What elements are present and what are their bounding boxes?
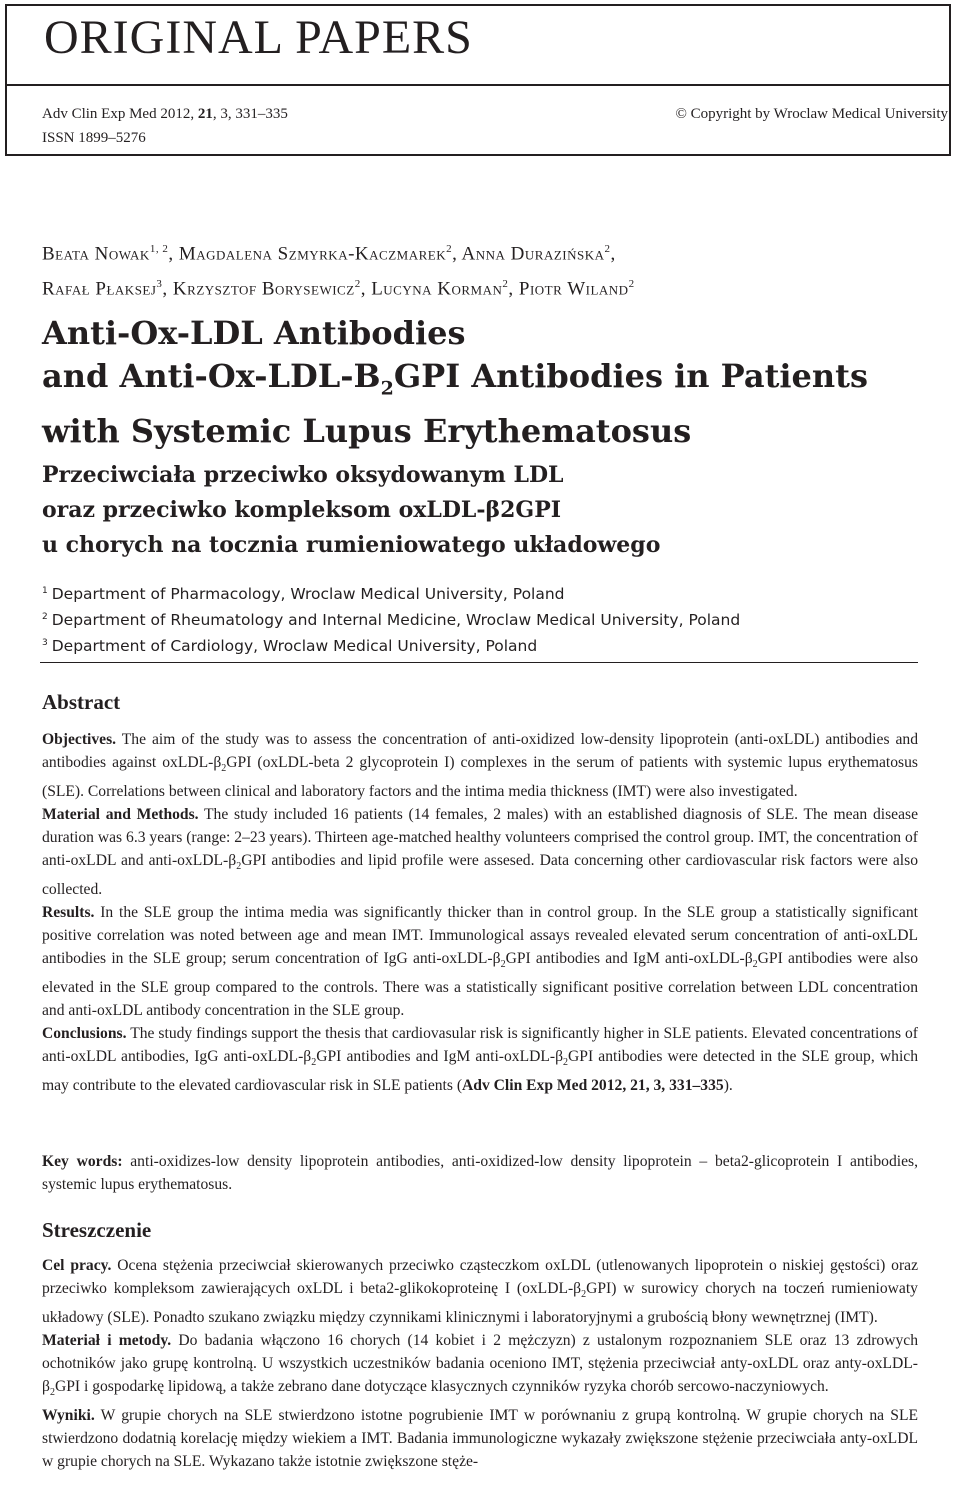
results-text-2: GPI antibodies and IgM anti-oxLDL-β bbox=[505, 950, 753, 968]
journal-issn: ISSN 1899–5276 bbox=[42, 130, 146, 146]
title-line-1: Anti-Ox-LDL Antibodies bbox=[42, 314, 466, 352]
author-list bbox=[42, 234, 635, 305]
conclusions-text-3: GPI antibodies were detected in the SLE group, which may contribute to the elevated cardiovascular risk in SLE patients ( bbox=[42, 1048, 918, 1095]
objectives-text: The aim of the study was to assess the concentration of anti-oxidized low-density lipoprotein (anti-oxLDL) antibodies and antibodies against oxLDL-β bbox=[42, 731, 918, 771]
keywords-text: anti-oxidizes-low density lipoprotein antibodies, anti-oxidized-low density lipoprotein – beta2-glicoprotein I antibodies, systemic lupus erythematosus. bbox=[42, 1153, 918, 1193]
affiliation-number: 1 bbox=[42, 586, 48, 596]
journal-citation bbox=[42, 106, 288, 123]
cel-text-2: GPI) w surowicy chorych na toczeń rumieniowaty układowy (SLE). Ponadto szukano związku między czynnikami klinicznymi i laboratoryjnymi a grubością błony wewnętrznej (IMT). bbox=[42, 1280, 918, 1327]
wyniki-text: W grupie chorych na SLE stwierdzono istotne pogrubienie IMT w porównaniu z grupą kontrolną. W grupie chorych na SLE stwierdzono dodatnią korelację między wiekiem a IMT. Badania immunologiczne wykazały zwiększone stężenie przeciwciała anty-oxLDL w grupie chorych na SLE. Wykazano także istotnie zwiększone stęże- bbox=[42, 1407, 918, 1471]
conclusions-citation: Adv Clin Exp Med 2012, 21, 3, 331–335 bbox=[462, 1077, 724, 1095]
subtitle-line-2: oraz przeciwko kompleksom oxLDL-β2GPI bbox=[42, 497, 562, 523]
streszczenie-wyniki bbox=[42, 1404, 918, 1473]
metody-text: Do badania włączono 16 chorych (14 kobiet i 2 mężczyzn) z ustalonym rozpoznaniem SLE oraz 13 zdrowych ochotników jako grupę kontrolną. U wszystkich uczestników badania oceniono IMT, stężenia przeciwciał anty-oxLDL oraz anty-oxLDL-β bbox=[42, 1332, 918, 1396]
cel-label: Cel pracy. bbox=[42, 1257, 112, 1274]
author-name: Krzysztof Borysewicz bbox=[172, 278, 355, 300]
subscript: 2 bbox=[49, 1387, 55, 1399]
affiliations bbox=[42, 580, 740, 658]
author-sep: , bbox=[508, 278, 519, 300]
methods-label: Material and Methods. bbox=[42, 806, 199, 824]
wyniki-label: Wyniki. bbox=[42, 1407, 95, 1425]
title-part: GPI Antibodies in Patients bbox=[393, 357, 868, 395]
affiliation-number: 3 bbox=[42, 638, 48, 649]
subscript: 2 bbox=[221, 763, 227, 775]
streszczenie-cel bbox=[42, 1254, 918, 1329]
objectives-text-2: GPI (oxLDL-beta 2 glycoprotein I) complexes in the serum of patients with systemic lupus erythematosus (SLE). Correlations between clinical and laboratory factors and the intima media thickness (IMT) were also investigated. bbox=[42, 754, 918, 801]
abstract-objectives bbox=[42, 728, 918, 803]
results-text: In the SLE group the intima media was significantly thicker than in control group. In the SLE group a statistically significant positive correlation was noted between age and mean IMT. Immunological assays revealed elevated serum concentration of anti-oxLDL antibodies in the SLE group; serum concentration of IgG anti-oxLDL-β bbox=[42, 904, 918, 968]
title-part: and Anti-Ox-LDL-B bbox=[42, 357, 381, 395]
title-line-3: with Systemic Lupus Erythematosus bbox=[42, 412, 692, 451]
subscript: 2 bbox=[311, 1057, 317, 1069]
methods-text: The study included 16 patients (14 females, 2 males) with an established diagnosis of SLE. The mean disease duration was 6.3 years (range: 2–23 years). Thirteen age-matched healthy volunteers comprised the control group. IMT, the concentration of anti-oxLDL and anti-oxLDL-β bbox=[42, 806, 918, 870]
author-affil: 2 bbox=[502, 278, 509, 291]
author-affil: 1, 2 bbox=[149, 243, 169, 255]
copyright-notice: © Copyright by Wroclaw Medical University bbox=[675, 106, 948, 122]
citation-suffix: , 3, 331–335 bbox=[212, 106, 288, 122]
abstract-heading: Abstract bbox=[42, 690, 121, 714]
subtitle-line-1: Przeciwciała przeciwko oksydowanym LDL bbox=[42, 462, 564, 488]
subscript: 2 bbox=[236, 861, 242, 873]
author-affil: 2 bbox=[446, 243, 453, 255]
author-name: Piotr Wiland bbox=[518, 278, 629, 300]
conclusions-end: ). bbox=[723, 1077, 733, 1095]
streszczenie-heading: Streszczenie bbox=[42, 1218, 152, 1242]
affiliation-item bbox=[42, 632, 740, 658]
article-title bbox=[42, 312, 922, 453]
keywords bbox=[42, 1150, 918, 1196]
conclusions-label: Conclusions. bbox=[42, 1025, 127, 1043]
subscript: 2 bbox=[500, 959, 506, 971]
streszczenie-body bbox=[42, 1254, 918, 1473]
streszczenie-metody bbox=[42, 1329, 918, 1404]
metody-text-2: GPI i gospodarkę lipidową, a także zebrano dane dotyczące klasycznych czynników ryzyka chorób sercowo-naczyniowych. bbox=[54, 1378, 829, 1396]
methods-text-2: GPI antibodies and lipid profile were assesed. Data concerning other cardiovascular risk factors were also collected. bbox=[42, 852, 918, 899]
author-sep: , bbox=[452, 243, 462, 265]
author-sep: , bbox=[360, 278, 372, 300]
subscript: 2 bbox=[581, 1289, 587, 1301]
affiliation-item bbox=[42, 580, 740, 606]
author-name: Rafał Płaksej bbox=[42, 278, 157, 300]
title-line-2 bbox=[42, 355, 922, 410]
affiliation-text: Department of Rheumatology and Internal Medicine, Wroclaw Medical University, Poland bbox=[51, 611, 741, 630]
affiliation-text: Department of Cardiology, Wroclaw Medical University, Poland bbox=[51, 637, 538, 656]
affiliation-number: 2 bbox=[42, 612, 48, 623]
banner-title: ORIGINAL PAPERS bbox=[44, 11, 473, 64]
author-line-2 bbox=[42, 269, 635, 304]
author-affil: 3 bbox=[156, 278, 163, 291]
cel-text: Ocena stężenia przeciwciał skierowanych przeciwko cząsteczkom oxLDL (utlenowanych lipoprotein o niskiej gęstości) oraz przeciwko kompleksom zawierających oxLDL i beta2-glikokoproteinę I (oxLDL-β bbox=[42, 1257, 919, 1297]
author-sep: , bbox=[162, 278, 173, 300]
author-name: Beata Nowak bbox=[42, 243, 150, 265]
objectives-label: Objectives. bbox=[42, 731, 117, 748]
conclusions-text-2: GPI antibodies and IgM anti-oxLDL-β bbox=[316, 1048, 564, 1066]
results-text-3: GPI antibodies were also elevated in the SLE group compared to the controls. There was a statistically significant positive correlation between LDL concentration and anti-oxLDL antibody concentration in the SLE group. bbox=[42, 950, 918, 1020]
affiliation-text: Department of Pharmacology, Wroclaw Medical University, Poland bbox=[51, 585, 565, 604]
author-name: Anna Durazińska bbox=[461, 243, 605, 265]
metody-label: Materiał i metody. bbox=[42, 1332, 172, 1350]
conclusions-text: The study findings support the thesis that cardiovasular risk is significantly higher in SLE patients. Elevated concentrations of anti-oxLDL antibodies, IgG anti-oxLDL-β bbox=[42, 1025, 918, 1066]
subtitle-line-3: u chorych na tocznia rumieniowatego układowego bbox=[42, 532, 661, 558]
author-line-1 bbox=[42, 234, 635, 269]
abstract-results bbox=[42, 901, 918, 1022]
author-name: Magdalena Szmyrka-Kaczmarek bbox=[178, 243, 447, 265]
title-subscript: 2 bbox=[380, 377, 394, 400]
divider-rule bbox=[40, 662, 918, 663]
results-label: Results. bbox=[42, 904, 95, 922]
subscript: 2 bbox=[752, 959, 758, 971]
author-name: Lucyna Korman bbox=[371, 278, 503, 300]
article-subtitle-polish bbox=[42, 458, 922, 563]
author-sep: , bbox=[168, 243, 179, 265]
author-affil: 2 bbox=[354, 278, 361, 291]
keywords-label: Key words: bbox=[42, 1153, 123, 1170]
abstract-body bbox=[42, 728, 918, 1097]
author-affil: 2 bbox=[604, 243, 611, 255]
subscript: 2 bbox=[563, 1057, 569, 1069]
author-sep: , bbox=[610, 243, 616, 265]
abstract-methods bbox=[42, 803, 918, 901]
citation-prefix: Adv Clin Exp Med 2012, bbox=[42, 106, 198, 122]
abstract-conclusions bbox=[42, 1022, 918, 1097]
citation-volume: 21 bbox=[197, 106, 213, 122]
author-affil: 2 bbox=[628, 278, 635, 291]
affiliation-item bbox=[42, 606, 740, 632]
